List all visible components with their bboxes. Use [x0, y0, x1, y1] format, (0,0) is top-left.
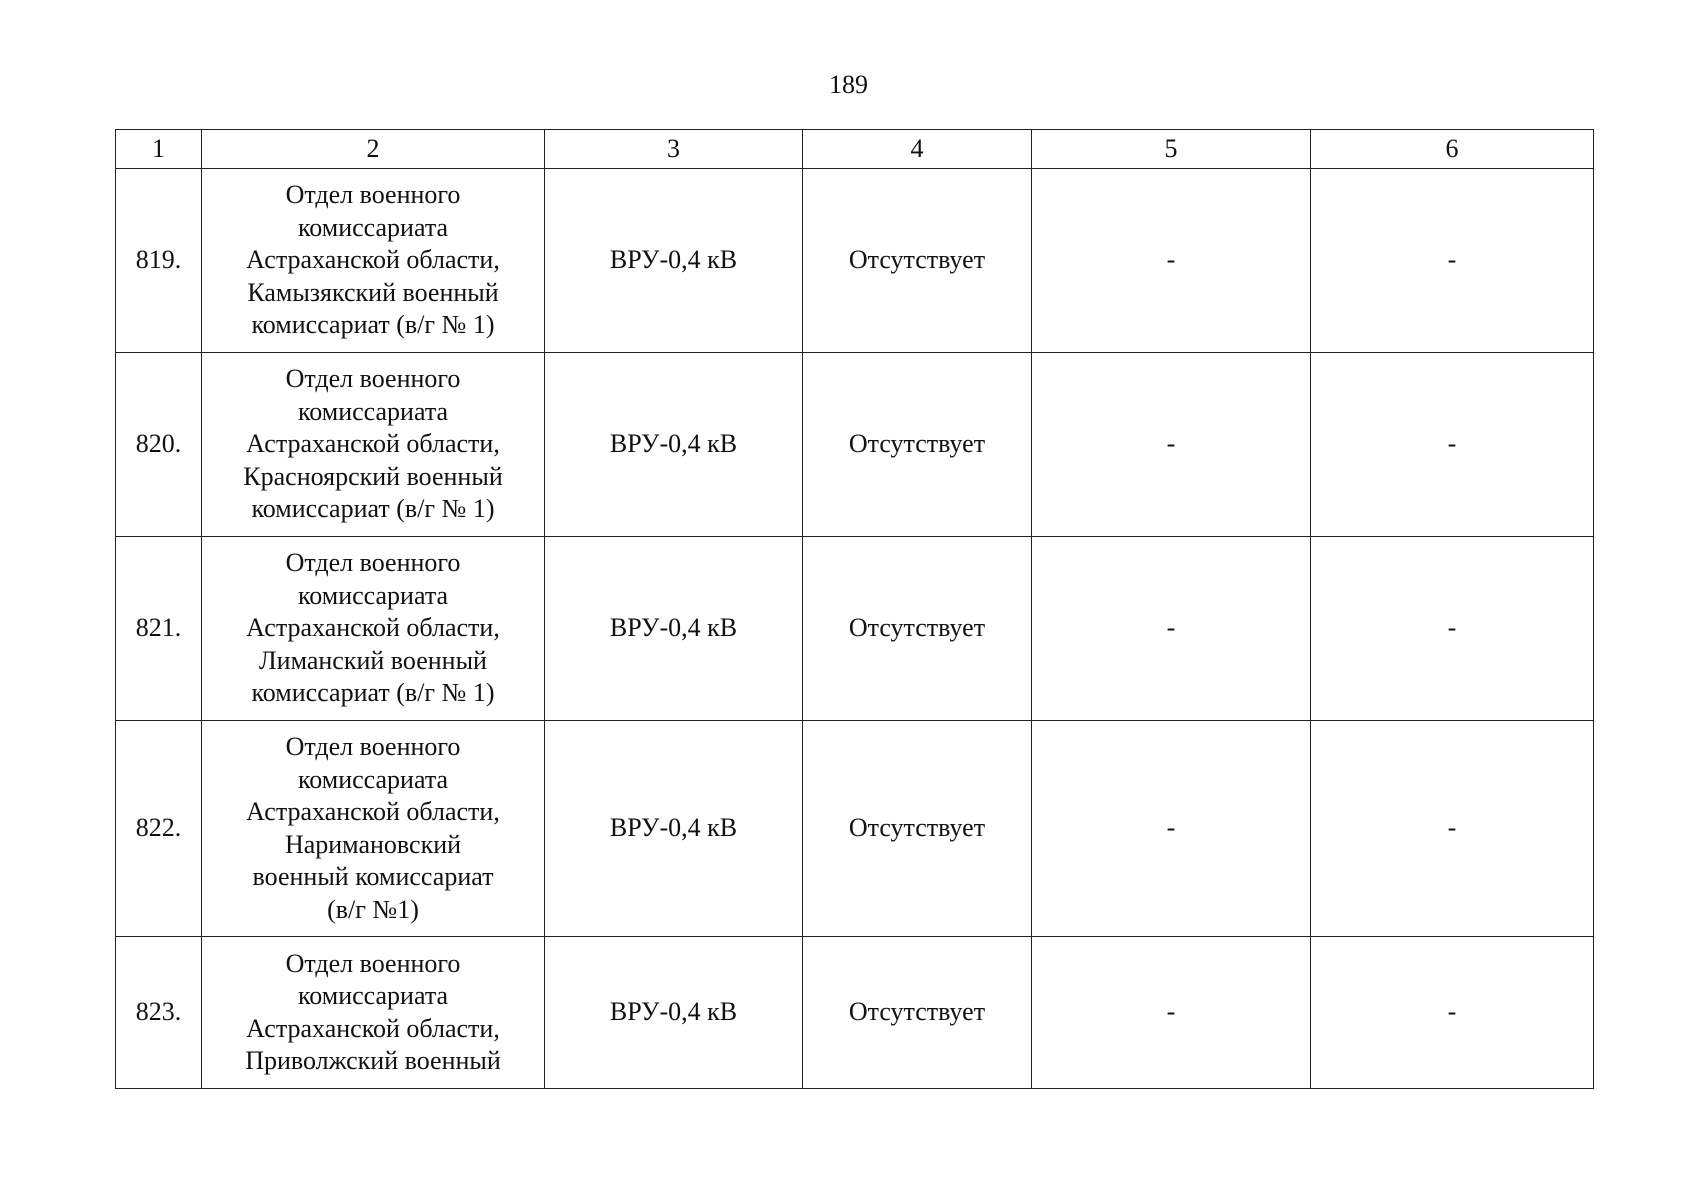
object-name-line: военный комиссариат: [252, 862, 494, 891]
column-5-cell: -: [1032, 721, 1311, 937]
object-name-line: комиссариат (в/г № 1): [251, 310, 495, 340]
row-number: 821.: [116, 537, 202, 721]
column-header-4: 4: [803, 130, 1032, 169]
object-name-line: Астраханской области,: [246, 1013, 500, 1043]
object-name-line: Отдел военного: [285, 548, 461, 578]
column-header-1: 1: [116, 130, 202, 169]
column-5-cell: -: [1032, 937, 1311, 1089]
object-name-line: Отдел военного: [285, 732, 461, 761]
row-number: 819.: [116, 169, 202, 353]
column-5-cell: -: [1032, 353, 1311, 537]
column-header-3: 3: [545, 130, 803, 169]
object-name-line: Астраханской области,: [246, 613, 500, 643]
column-5-cell: -: [1032, 537, 1311, 721]
object-name-line: Астраханской области,: [246, 429, 500, 459]
object-name-line: Наримановский: [284, 829, 462, 859]
status-cell: Отсутствует: [803, 937, 1032, 1089]
data-table: [115, 129, 1594, 1089]
object-name-line: (в/г №1): [327, 894, 419, 924]
table-row: [116, 353, 1594, 537]
status-cell: Отсутствует: [803, 537, 1032, 721]
status-cell: Отсутствует: [803, 721, 1032, 937]
column-6-cell: -: [1311, 537, 1594, 721]
status-cell: Отсутствует: [803, 353, 1032, 537]
column-6-cell: -: [1311, 937, 1594, 1089]
object-name-line: комиссариата: [297, 396, 449, 426]
object-name-line: Приволжский военный: [245, 1046, 501, 1075]
object-name: [202, 721, 545, 937]
page-number: 189: [829, 70, 868, 99]
column-6-cell: -: [1311, 721, 1594, 937]
column-6-cell: -: [1311, 169, 1594, 353]
object-name-line: Отдел военного: [285, 948, 461, 978]
object-name: [202, 937, 545, 1089]
equipment-cell: ВРУ-0,4 кВ: [545, 721, 803, 937]
object-name-line: комиссариата: [297, 764, 449, 794]
object-name-line: Отдел военного: [285, 364, 461, 394]
object-name: [202, 537, 545, 721]
object-name-line: Лиманский военный: [259, 645, 487, 675]
row-number: 822.: [116, 721, 202, 937]
object-name-line: Астраханской области,: [246, 797, 500, 826]
table-row: [116, 537, 1594, 721]
equipment-cell: ВРУ-0,4 кВ: [545, 537, 803, 721]
equipment-cell: ВРУ-0,4 кВ: [545, 937, 803, 1089]
object-name-line: комиссариата: [297, 981, 449, 1010]
column-6-cell: -: [1311, 353, 1594, 537]
table-header-row: [116, 130, 1594, 169]
row-number: 820.: [116, 353, 202, 537]
object-name-line: комиссариата: [297, 212, 449, 242]
equipment-cell: ВРУ-0,4 кВ: [545, 353, 803, 537]
column-header-6: 6: [1311, 130, 1594, 169]
object-name-line: Камызякский военный: [247, 277, 499, 307]
column-header-2: 2: [202, 130, 545, 169]
object-name-line: комиссариата: [297, 580, 449, 610]
object-name-line: Красноярский военный: [243, 461, 503, 491]
object-name-line: Отдел военного: [285, 180, 461, 210]
object-name-line: комиссариат (в/г № 1): [251, 494, 495, 524]
table-row: [116, 937, 1594, 1089]
table-row: [116, 721, 1594, 937]
equipment-cell: ВРУ-0,4 кВ: [545, 169, 803, 353]
column-5-cell: -: [1032, 169, 1311, 353]
object-name-line: Астраханской области,: [246, 245, 500, 275]
column-header-5: 5: [1032, 130, 1311, 169]
table-row: [116, 169, 1594, 353]
object-name-line: комиссариат (в/г № 1): [251, 678, 495, 708]
row-number: 823.: [116, 937, 202, 1089]
status-cell: Отсутствует: [803, 169, 1032, 353]
object-name: [202, 169, 545, 353]
object-name: [202, 353, 545, 537]
